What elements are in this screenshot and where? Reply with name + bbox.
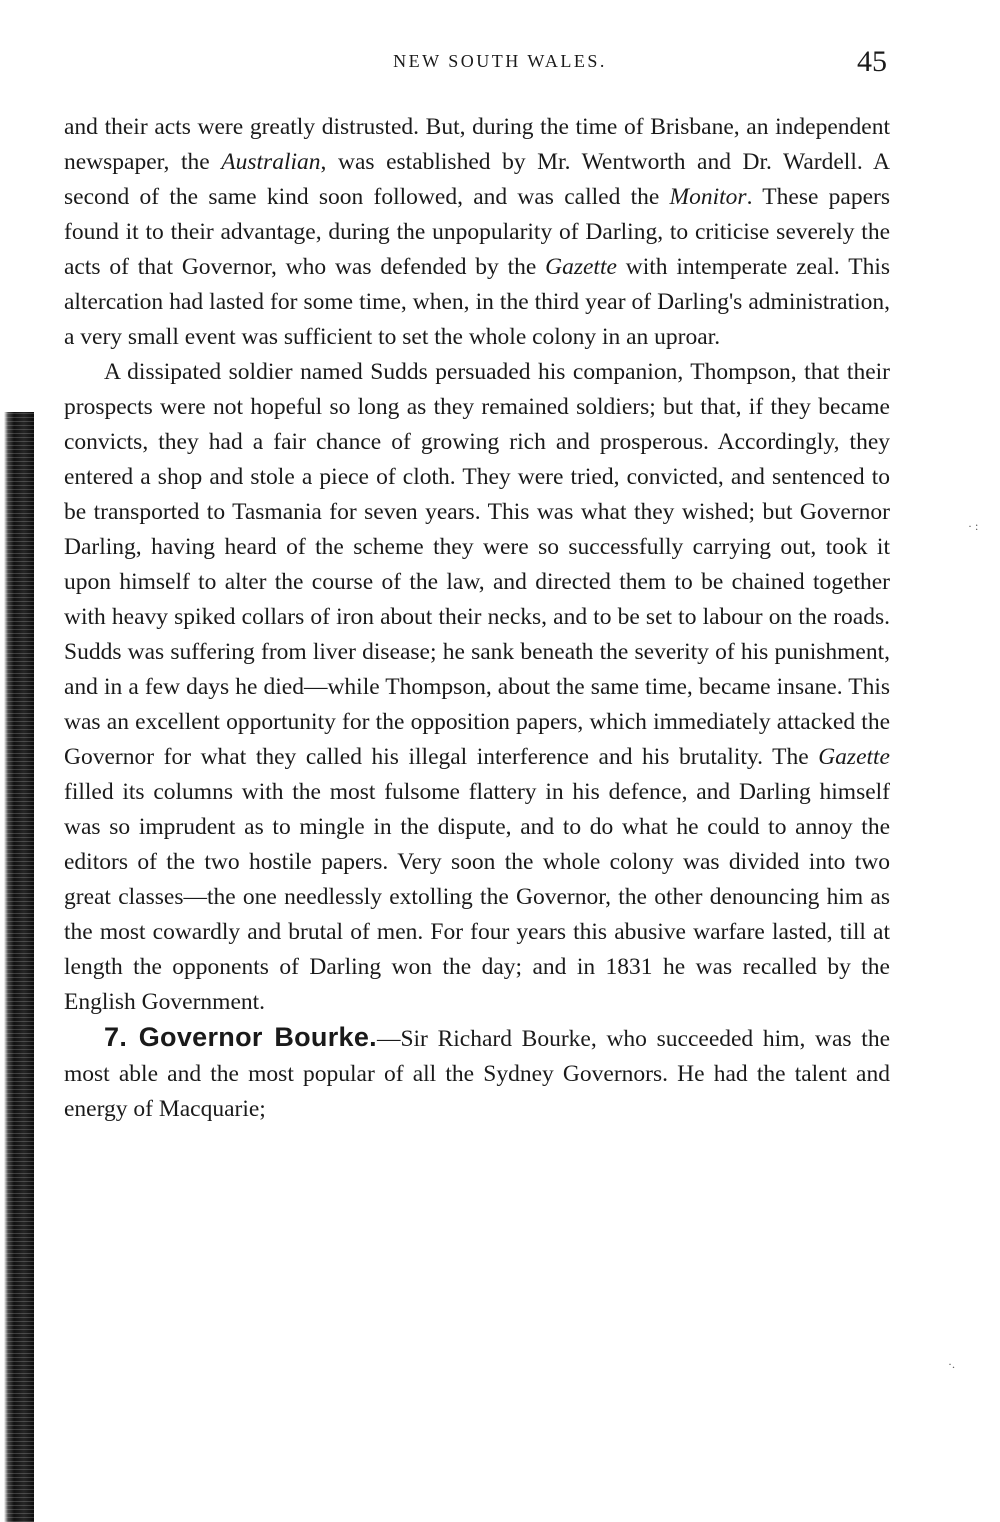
text-run: with intemperate zeal. This altercation had lasted for some time, when, in the third year of Darling's administration, a very small event was sufficient to set the whole colony in an uproar. xyxy=(64,254,890,350)
page-binding-edge xyxy=(0,412,34,1522)
newspaper-title: Gazette xyxy=(545,254,617,280)
margin-speck-mark: ·. xyxy=(948,1357,955,1371)
text-run: . These papers found it to their advantage, during the unpopularity of Darling, to criticise severely the acts of that Governor, who was defended by the xyxy=(64,184,890,280)
body-text xyxy=(64,110,890,1127)
paragraph-governor-bourke xyxy=(64,1020,890,1127)
running-head xyxy=(0,46,1000,86)
paragraph-newspapers xyxy=(64,110,890,355)
newspaper-title: Monitor xyxy=(669,184,747,210)
margin-speck-mark: · : xyxy=(968,519,979,533)
newspaper-title: Australian xyxy=(221,149,321,175)
text-run: A dissipated soldier named Sudds persuaded his companion, Thompson, that their prospects were not hopeful so long as they remained soldiers; but that, if they became convicts, they had a fair chance of growing rich and prosperous. Accordingly, they entered a shop and stole a piece of cloth. They were tried, convicted, and sentenced to be transported to Tasmania for seven years. This was what they wished; but Governor Darling, having heard of the scheme they were so successfully carrying out, took it upon himself to alter the course of the law, and directed them to be chained together with heavy spiked collars of iron about their necks, and to be set to labour on the roads. Sudds was suffering from liver disease; he sank beneath the severity of his punishment, and in a few days he died—while Thompson, about the same time, became insane. This was an excellent opportunity for the opposition papers, which immediately attacked the Governor for what they called his illegal interference and his brutality. The xyxy=(64,359,890,770)
text-run: and their acts were greatly distrusted. But, during the time of Brisbane, an independent newspaper, the xyxy=(64,114,890,175)
page-number: 45 xyxy=(857,45,887,78)
text-run: —Sir Richard Bourke, who succeeded him, was the most able and the most popular of all the Sydney Governors. He had the talent and energy of Macquarie; xyxy=(64,1026,891,1122)
section-heading: 7. Governor Bourke. xyxy=(104,1022,377,1052)
newspaper-title: Gazette xyxy=(818,744,890,770)
paragraph-sudds-thompson xyxy=(64,355,890,1020)
text-run: , was established by Mr. Wentworth and Dr. Wardell. A second of the same kind soon followed, and was called the xyxy=(64,149,890,210)
text-run: filled its columns with the most fulsome flattery in his defence, and Darling himself was so imprudent as to mingle in the dispute, and to do what he could to annoy the editors of the two hostile papers. Very soon the whole colony was divided into two great classes—the one needlessly extolling the Governor, the other denouncing him as the most cowardly and brutal of men. For four years this abusive warfare lasted, till at length the opponents of Darling won the day; and in 1831 he was recalled by the English Government. xyxy=(64,779,890,1015)
running-title: NEW SOUTH WALES. xyxy=(393,51,607,71)
